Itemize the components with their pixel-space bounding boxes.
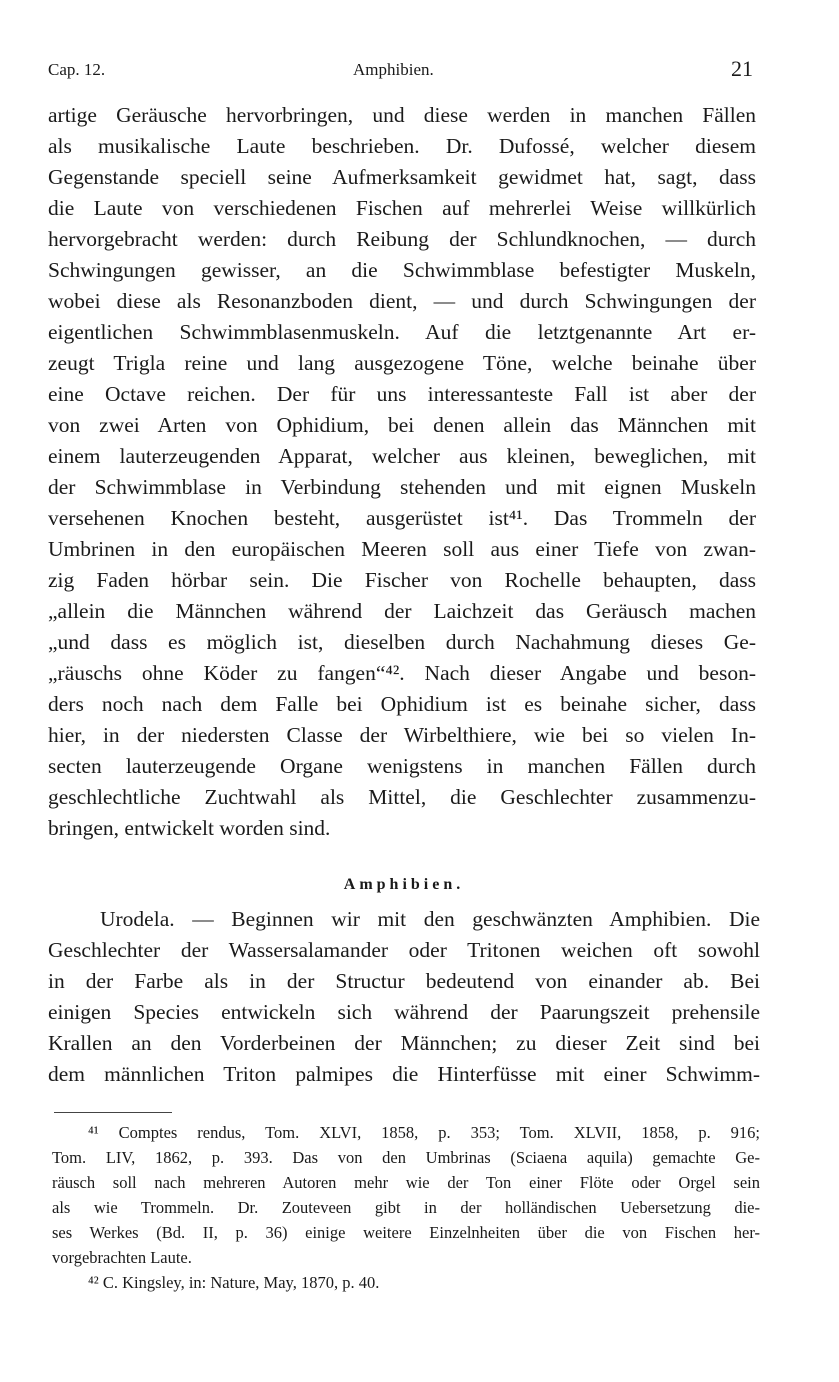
text-line: Urodela. — Beginnen wir mit den geschwänzten Amphibien. Die bbox=[100, 907, 760, 931]
text-line: in der Farbe als in der Structur bedeutend von einander ab. Bei bbox=[48, 969, 760, 993]
text-line: einem lauterzeugenden Apparat, welcher aus kleinen, beweglichen, mit bbox=[48, 444, 756, 468]
section-heading: Amphibien. bbox=[343, 876, 465, 893]
running-header bbox=[48, 58, 753, 84]
text-line: zeugt Trigla reine und lang ausgezogene Töne, welche beinahe über bbox=[48, 351, 756, 375]
text-line: „allein die Männchen während der Laichzeit das Geräusch machen bbox=[48, 599, 756, 623]
footnote-line: ses Werkes (Bd. II, p. 36) einige weitere Einzelnheiten über die von Fischen her- bbox=[52, 1223, 760, 1242]
main-text-block bbox=[48, 100, 756, 844]
footnote-divider bbox=[54, 1112, 172, 1113]
page-number: 21 bbox=[731, 56, 753, 81]
text-line: die Laute von verschiedenen Fischen auf mehrerlei Weise willkürlich bbox=[48, 196, 756, 220]
text-line: „räuschs ohne Köder zu fangen“⁴². Nach dieser Angabe und beson- bbox=[48, 661, 756, 685]
text-line: Umbrinen in den europäischen Meeren soll aus einer Tiefe von zwan- bbox=[48, 537, 756, 561]
footnote-line: ⁴² C. Kingsley, in: Nature, May, 1870, p. 40. bbox=[88, 1273, 380, 1292]
text-line: bringen, entwickelt worden sind. bbox=[48, 816, 331, 840]
text-line: Geschlechter der Wassersalamander oder Tritonen weichen oft sowohl bbox=[48, 938, 760, 962]
text-line: wobei diese als Resonanzboden dient, — und durch Schwingungen der bbox=[48, 289, 756, 313]
header-title: Amphibien. bbox=[353, 60, 434, 79]
text-line: als musikalische Laute beschrieben. Dr. Dufossé, welcher diesem bbox=[48, 134, 756, 158]
text-line: eine Octave reichen. Der für uns interessanteste Fall ist aber der bbox=[48, 382, 756, 406]
text-line: einigen Species entwickeln sich während der Paarungszeit prehensile bbox=[48, 1000, 760, 1024]
text-line: der Schwimmblase in Verbindung stehenden und mit eignen Muskeln bbox=[48, 475, 756, 499]
footnote-line: Tom. LIV, 1862, p. 393. Das von den Umbrinas (Sciaena aquila) gemachte Ge- bbox=[52, 1148, 760, 1167]
footnotes-block bbox=[52, 1120, 760, 1295]
chapter-label: Cap. 12. bbox=[48, 60, 106, 79]
text-line: hier, in der niedersten Classe der Wirbelthiere, wie bei so vielen In- bbox=[48, 723, 756, 747]
text-line: versehenen Knochen besteht, ausgerüstet ist⁴¹. Das Trommeln der bbox=[48, 506, 756, 530]
text-line: artige Geräusche hervorbringen, und diese werden in manchen Fällen bbox=[48, 103, 756, 127]
text-line: Krallen an den Vorderbeinen der Männchen; zu dieser Zeit sind bei bbox=[48, 1031, 760, 1055]
text-line: „und dass es möglich ist, dieselben durch Nachahmung dieses Ge- bbox=[48, 630, 756, 654]
footnote-line: als wie Trommeln. Dr. Zouteveen gibt in der holländischen Uebersetzung die- bbox=[52, 1198, 760, 1217]
text-line: geschlechtliche Zuchtwahl als Mittel, die Geschlechter zusammenzu- bbox=[48, 785, 756, 809]
text-line: Schwingungen gewisser, an die Schwimmblase befestigter Muskeln, bbox=[48, 258, 756, 282]
text-line: Gegenstande speciell seine Aufmerksamkeit gewidmet hat, sagt, dass bbox=[48, 165, 756, 189]
footnote-line: vorgebrachten Laute. bbox=[52, 1248, 192, 1267]
text-line: hervorgebracht werden: durch Reibung der Schlundknochen, — durch bbox=[48, 227, 756, 251]
footnote-line: räusch soll nach mehreren Autoren mehr wie der Ton einer Flöte oder Orgel sein bbox=[52, 1173, 760, 1192]
text-line: zig Faden hörbar sein. Die Fischer von Rochelle behaupten, dass bbox=[48, 568, 756, 592]
text-line: eigentlichen Schwimmblasenmuskeln. Auf die letztgenannte Art er- bbox=[48, 320, 756, 344]
text-line: ders noch nach dem Falle bei Ophidium ist es beinahe sicher, dass bbox=[48, 692, 756, 716]
section-text-block bbox=[48, 904, 760, 1090]
text-line: secten lauterzeugende Organe wenigstens in manchen Fällen durch bbox=[48, 754, 756, 778]
text-line: dem männlichen Triton palmipes die Hinterfüsse mit einer Schwimm- bbox=[48, 1062, 760, 1086]
text-line: von zwei Arten von Ophidium, bei denen allein das Männchen mit bbox=[48, 413, 756, 437]
footnote-line: ⁴¹ Comptes rendus, Tom. XLVI, 1858, p. 353; Tom. XLVII, 1858, p. 916; bbox=[88, 1123, 760, 1142]
